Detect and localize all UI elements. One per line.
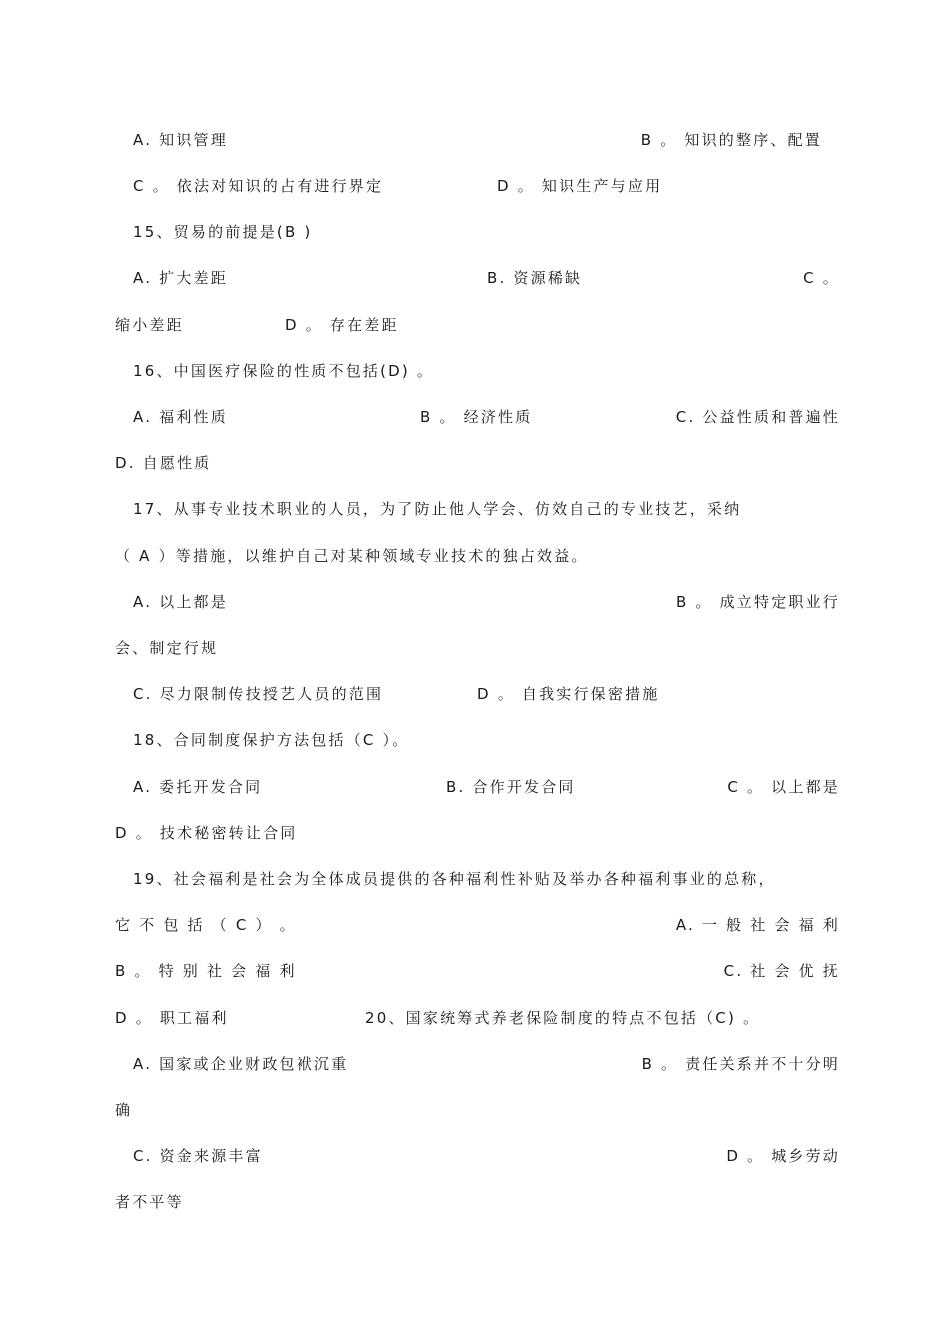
option-line: [115, 403, 840, 431]
option-c: C 。 依法对知识的占有进行界定: [133, 177, 384, 195]
option-line: [115, 773, 840, 801]
option-line: [115, 911, 840, 939]
option-line: [115, 1188, 840, 1216]
question-text: （ A ）等措施，以维护自己对某种领域专业技术的独占效益。: [115, 547, 589, 565]
option-b: B 。 责任关系并不十分明: [641, 1055, 840, 1073]
option-d: D. 自愿性质: [115, 454, 212, 472]
option-d: D 。 知识生产与应用: [497, 177, 663, 195]
question-16: [115, 357, 840, 385]
option-line: [115, 680, 840, 708]
question-text: 18、合同制度保护方法包括（C ）。: [133, 731, 410, 749]
question-text-continued: 它 不 包 括 （ C ） 。: [115, 916, 297, 934]
option-a: A. 以上都是: [133, 593, 228, 611]
option-b: B. 合作开发合同: [446, 778, 576, 796]
option-line: [115, 449, 840, 477]
option-d: D 。 城乡劳动: [726, 1147, 840, 1165]
question-text: 16、中国医疗保险的性质不包括(D) 。: [133, 362, 435, 380]
option-b: B 。 经济性质: [420, 408, 533, 426]
question-text: 17、从事专业技术职业的人员，为了防止他人学会、仿效自己的专业技艺，采纳: [133, 500, 742, 518]
option-d: D 。 职工福利: [115, 1009, 229, 1027]
option-a: A. 一 般 社 会 福 利: [675, 916, 840, 934]
option-line: [115, 1142, 840, 1170]
option-line: [115, 588, 840, 616]
option-b: B. 资源稀缺: [487, 269, 583, 287]
option-line: [115, 1004, 840, 1032]
option-d: D 。 存在差距: [285, 316, 399, 334]
option-line: [115, 957, 840, 985]
option-b: B 。 特 别 社 会 福 利: [115, 962, 297, 980]
option-a: A. 福利性质: [133, 408, 228, 426]
option-d: D 。 自我实行保密措施: [477, 685, 660, 703]
option-line: [115, 634, 840, 662]
option-line: [115, 1050, 840, 1078]
option-c: C. 社 会 优 抚: [723, 962, 840, 980]
option-line: [115, 311, 840, 339]
option-a: A. 国家或企业财政包袱沉重: [133, 1055, 349, 1073]
option-d-continued: 者不平等: [115, 1193, 184, 1211]
option-b: B 。 知识的整序、配置: [640, 131, 822, 149]
question-17: [133, 495, 840, 523]
question-15: [115, 218, 840, 246]
option-c-continued: 缩小差距: [115, 316, 184, 334]
option-b: B 。 成立特定职业行: [675, 593, 840, 611]
option-a: A. 知识管理: [133, 131, 228, 149]
question-17-continued: [115, 542, 840, 570]
option-line: [115, 1096, 840, 1124]
option-line: [115, 264, 840, 292]
option-line: [115, 819, 840, 847]
question-20: 20、国家统筹式养老保险制度的特点不包括（C) 。: [365, 1009, 761, 1027]
option-b-continued: 确: [115, 1101, 133, 1119]
option-c: C. 公益性质和普遍性: [675, 408, 840, 426]
option-d: D 。 技术秘密转让合同: [115, 824, 298, 842]
question-text: 15、贸易的前提是(B ): [133, 223, 313, 241]
option-b-continued: 会、制定行规: [115, 639, 219, 657]
option-line: [115, 126, 840, 154]
option-a: A. 扩大差距: [133, 269, 228, 287]
question-18: [115, 726, 840, 754]
option-c: C. 资金来源丰富: [133, 1147, 263, 1165]
question-text: 19、社会福利是社会为全体成员提供的各种福利性补贴及举办各种福利事业的总称，: [133, 870, 776, 888]
option-a: A. 委托开发合同: [133, 778, 263, 796]
option-line: [115, 172, 840, 200]
option-c: C 。: [803, 269, 840, 287]
question-19: [133, 865, 840, 893]
option-c: C 。 以上都是: [727, 778, 840, 796]
option-c: C. 尽力限制传技授艺人员的范围: [133, 685, 384, 703]
